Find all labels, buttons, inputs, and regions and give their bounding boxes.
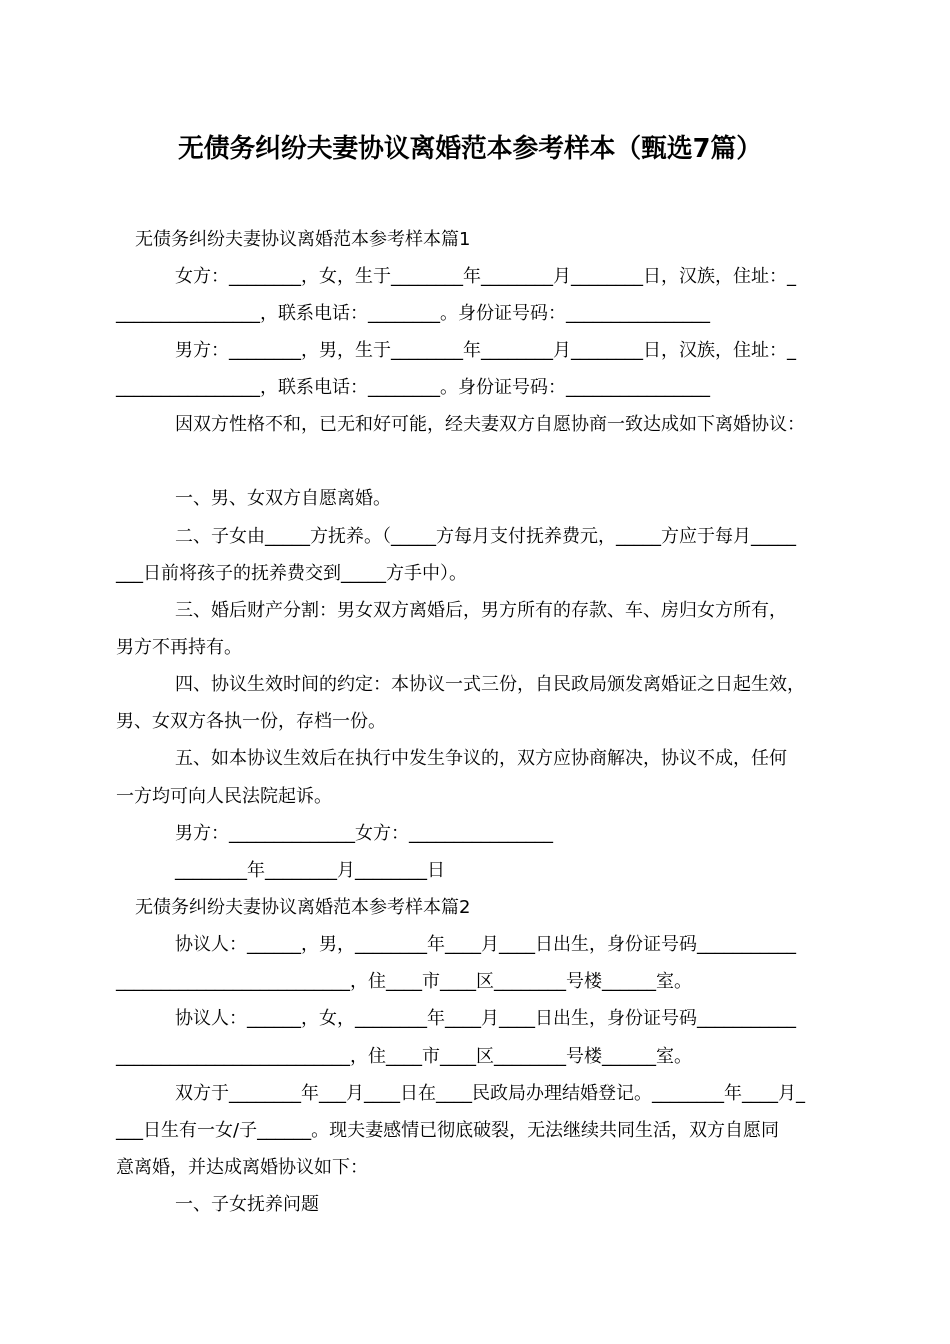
date-line: ________年________月________日 xyxy=(175,860,445,881)
paragraph-line: 意离婚，并达成离婚协议如下： xyxy=(116,1157,368,1178)
paragraph-line: __________________________，住____市____区________号楼______室。 xyxy=(116,1046,692,1067)
paragraph-line: 一、子女抚养问题 xyxy=(175,1194,319,1215)
paragraph-line: 三、婚后财产分割：男女双方离婚后，男方所有的存款、车、房归女方所有， xyxy=(175,600,787,621)
paragraph-line: ________________，联系电话：________。身份证号码：________________ xyxy=(116,303,710,324)
paragraph-line: ________________，联系电话：________。身份证号码：________________ xyxy=(116,377,710,398)
paragraph-line: 协议人：______，男，________年____月____日出生，身份证号码___________ xyxy=(175,934,796,955)
paragraph-line: ___日生有一女/子______。现夫妻感情已彻底破裂，无法继续共同生活，双方自愿同 xyxy=(116,1120,780,1141)
section-heading-2: 无债务纠纷夫妻协议离婚范本参考样本篇2 xyxy=(135,897,471,918)
paragraph-line: 男方：________，男，生于________年________月________日，汉族，住址：_ xyxy=(175,340,796,361)
paragraph-line: 女方：________，女，生于________年________月________日，汉族，住址：_ xyxy=(175,266,796,287)
paragraph-line: 协议人：______，女，________年____月____日出生，身份证号码___________ xyxy=(175,1008,796,1029)
paragraph-line: 二、子女由_____方抚养。（_____方每月支付抚养费元，_____方应于每月_____ xyxy=(175,526,796,547)
paragraph-line: 男、女双方各执一份，存档一份。 xyxy=(116,711,386,732)
signature-line: 男方：______________女方：________________ xyxy=(175,823,553,844)
paragraph-line: 五、如本协议生效后在执行中发生争议的，双方应协商解决，协议不成，任何 xyxy=(175,748,787,769)
section-heading-1: 无债务纠纷夫妻协议离婚范本参考样本篇1 xyxy=(135,229,471,250)
paragraph-line: 男方不再持有。 xyxy=(116,637,242,658)
paragraph-line: __________________________，住____市____区________号楼______室。 xyxy=(116,971,692,992)
paragraph-line: 一方均可向人民法院起诉。 xyxy=(116,786,332,807)
paragraph-line: 四、协议生效时间的约定：本协议一式三份，自民政局颁发离婚证之日起生效， xyxy=(175,674,805,695)
paragraph-line: ___日前将孩子的抚养费交到_____方手中）。 xyxy=(116,563,467,584)
paragraph-line: 双方于________年___月____日在____民政局办理结婚登记。________年____月_ xyxy=(175,1083,805,1104)
paragraph-line: 一、男、女双方自愿离婚。 xyxy=(175,488,391,509)
paragraph-line: 因双方性格不和，已无和好可能，经夫妻双方自愿协商一致达成如下离婚协议： xyxy=(175,414,805,435)
document-title: 无债务纠纷夫妻协议离婚范本参考样本（甄选7篇） xyxy=(178,134,762,164)
